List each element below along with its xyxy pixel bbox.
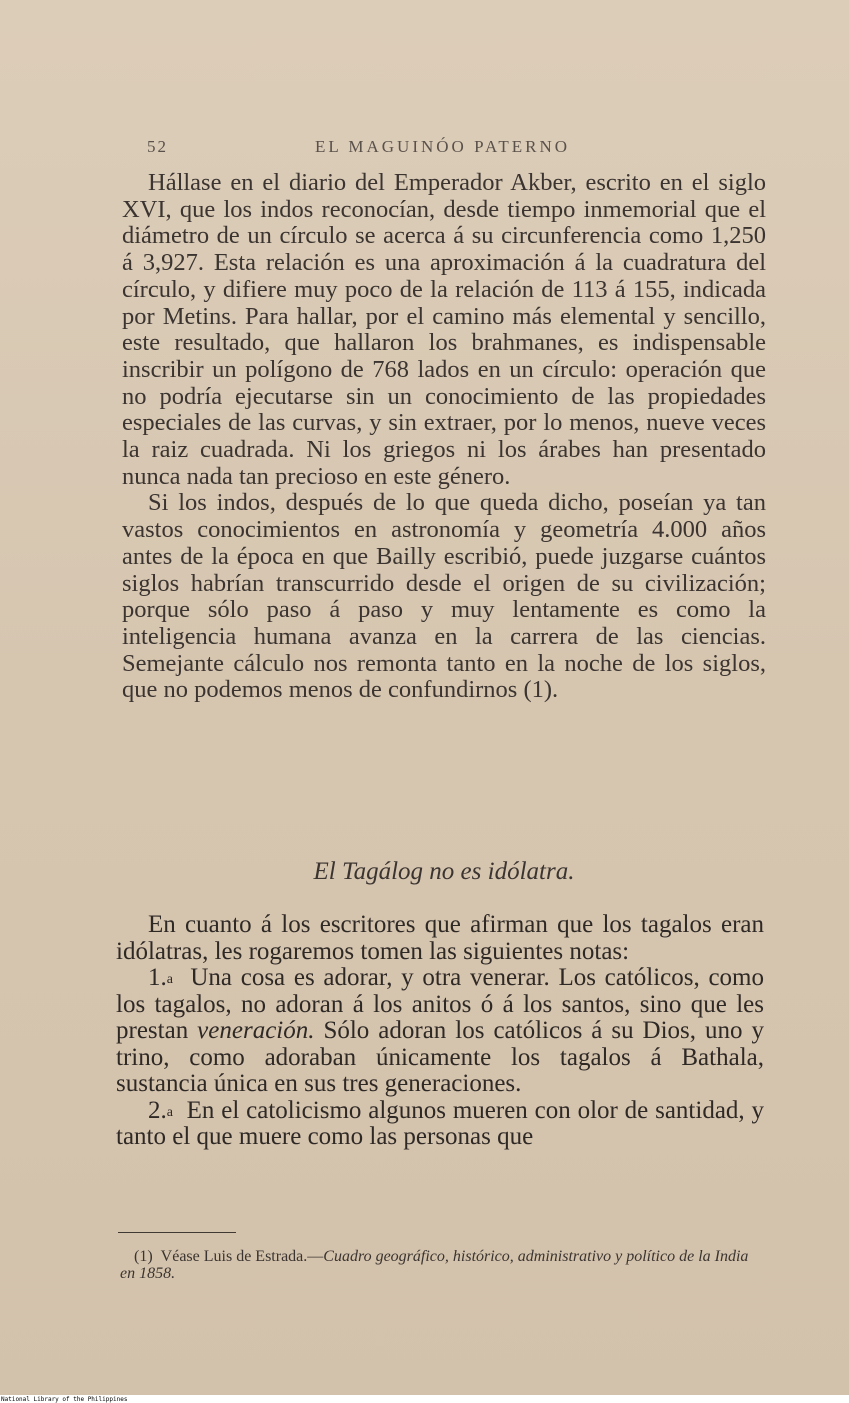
- item-text: Una cosa es adorar, y otra venerar. Los católicos, como los tagalos, no adoran á los anitos ó á los santos, sino que les prestan: [116, 964, 765, 1044]
- footnote-author: Véase Luis de Estrada.—: [160, 1248, 324, 1265]
- library-credit: National Library of the Philippines: [1, 1396, 128, 1403]
- emphasis-text: veneración.: [197, 1017, 315, 1044]
- footnote: [120, 1248, 760, 1282]
- footnote-rule: [118, 1232, 236, 1233]
- list-item-1: [116, 965, 764, 1098]
- section-heading: El Tagálog no es idólatra.: [313, 858, 575, 885]
- list-item-2: [116, 1098, 764, 1151]
- item-number: 1.: [148, 964, 167, 991]
- page-number: 52: [147, 137, 168, 156]
- footnote-work: Cuadro geográfico, histórico, administrativo y político de la India en 1858.: [120, 1248, 749, 1282]
- paragraph-indos: Si los indos, después de lo que queda dicho, poseían ya tan vastos conocimientos en astronomía y geometría 4.000 años antes de la época en que Bailly escribió, puede juzgarse cuántos siglos habrían transcurrido desde el origen de su civilización; porque sólo paso á paso y muy lentamente es como la inteligencia humana avanza en la carrera de las ciencias. Semejante cálculo nos remonta tanto en la noche de los siglos, que no podemos menos de confundirnos (1).: [122, 489, 766, 704]
- item-number: 2.: [148, 1096, 167, 1124]
- paragraph-akber: Hállase en el diario del Emperador Akber, escrito en el siglo XVI, que los indos reconocían, desde tiempo inmemorial que el diámetro de un círculo se acerca á su circunferencia como 1,250 á 3,927. Esta relación es una aproximación á la cuadratura del círculo, y difiere muy poco de la relación de 113 á 155, indicada por Metins. Para hallar, por el camino más elemental y sencillo, este resultado, que hallaron los brahmanes, es indispensable inscribir un polígono de 768 lados en un círculo: operación que no podría ejecutarse sin un conocimiento de las propiedades especiales de las curvas, y sin extraer, por lo menos, nueve veces la raiz cuadrada. Ni los griegos ni los árabes han presentado nunca nada tan precioso en este género.: [122, 169, 766, 490]
- item-text: En el catolicismo algunos mueren con olor de santidad, y tanto el que muere como las personas que: [116, 1096, 765, 1150]
- item-text: Sólo adoran los católicos á su Dios, uno y trino, como adoraban únicamente los tagalos á Bathala, sustancia única en sus tres generaciones.: [116, 1017, 764, 1097]
- main-text: [122, 170, 766, 704]
- running-title: EL MAGUINÓO PATERNO: [315, 137, 571, 156]
- footnote-marker: (1): [134, 1248, 153, 1265]
- ordinal-mark: a: [166, 1104, 173, 1120]
- section-intro: En cuanto á los escritores que afirman que los tagalos eran idólatras, les rogaremos tomen las siguientes notas:: [116, 911, 764, 965]
- ordinal-mark: a: [166, 972, 173, 987]
- section-text: [116, 912, 764, 1151]
